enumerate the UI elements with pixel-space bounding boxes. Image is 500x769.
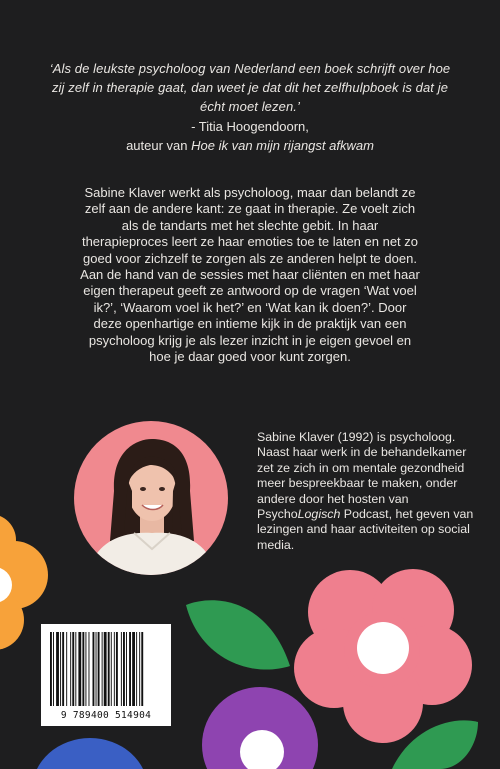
barcode-bar bbox=[62, 632, 64, 706]
pink-flower bbox=[294, 569, 472, 743]
author-bio bbox=[257, 430, 475, 553]
author-photo-illustration bbox=[74, 421, 228, 575]
barcode-bar bbox=[98, 632, 100, 706]
blue-flower bbox=[32, 738, 148, 769]
barcode-bar bbox=[60, 632, 61, 706]
isbn-number: 9 789400 514904 bbox=[60, 710, 152, 721]
author-portrait bbox=[74, 421, 228, 575]
barcode-bar bbox=[129, 632, 131, 706]
barcode-bar bbox=[126, 632, 127, 706]
barcode-bar bbox=[50, 632, 52, 706]
barcode-bar bbox=[136, 632, 137, 706]
book-blurb: Sabine Klaver werkt als psycholoog, maar dan belandt ze zelf aan de andere kant: ze gaat in therapie. Ze voelt zich als de tandarts met het slechte gebit. In haar therapieproces leert ze haar emoties toe te laten en net zo goed voor zichzelf te zorgen als ze anderen helpt te doen. Aan de hand van de sessies met haar cliënten en met haar eigen therapeut geeft ze antwoord op de vragen ‘Wat voel ik?’, ‘Waarom voel ik het?’ en ‘Wat kan ik doen?’. Door deze openhartige en intieme kijk in de praktijk van een psycholoog krijg je als lezer inzicht in je eigen gevoel en hoe je daar goed voor kunt zorgen. bbox=[80, 185, 420, 365]
barcode-bar bbox=[102, 632, 103, 706]
barcode-bar bbox=[116, 632, 118, 706]
bio-text-start: Sabine Klaver (1992) is psycholoog. Naast haar werk in de behandelkamer zet ze zich in om mentale gezondheid meer bespreekbaar te maken, onder andere door het hosten van Psycho bbox=[257, 430, 467, 522]
isbn-barcode bbox=[41, 624, 171, 726]
barcode-bar bbox=[72, 632, 74, 706]
barcode-bar bbox=[139, 632, 140, 706]
barcode-bar bbox=[56, 632, 59, 706]
green-leaf bbox=[186, 600, 290, 669]
barcode-bar bbox=[82, 632, 84, 706]
barcode-bar bbox=[78, 632, 81, 706]
barcode-bar bbox=[93, 632, 95, 706]
barcode-bar bbox=[53, 632, 54, 706]
barcode-bar bbox=[70, 632, 71, 706]
barcode-bar bbox=[85, 632, 86, 706]
attribution-prefix: auteur van bbox=[126, 138, 192, 153]
barcode-bar bbox=[121, 632, 122, 706]
purple-flower bbox=[202, 687, 318, 769]
bio-podcast-italic: Logisch bbox=[297, 507, 341, 522]
barcode-bar bbox=[66, 632, 67, 706]
attribution-name: - Titia Hoogendoorn, bbox=[191, 119, 309, 134]
attribution-book-title: Hoe ik van mijn rijangst afkwam bbox=[191, 138, 374, 153]
barcode-bar bbox=[141, 632, 143, 706]
bio-text-end: Podcast, het geven van lezingen and haar activiteiten op social media. bbox=[257, 507, 474, 552]
barcode-bar bbox=[111, 632, 112, 706]
quote-attribution bbox=[46, 117, 454, 155]
barcode-bar bbox=[75, 632, 76, 706]
barcode-bar bbox=[89, 632, 90, 706]
barcode-bar bbox=[132, 632, 135, 706]
barcode-bar bbox=[114, 632, 115, 706]
review-quote: ‘Als de leukste psycholoog van Nederland een boek schrijft over hoe zij zelf in therapie gaat, dan weet je dat dit het zelfhulpboek is dat je écht moet lezen.’ bbox=[49, 61, 451, 114]
barcode-bar bbox=[104, 632, 107, 706]
barcode-bar bbox=[123, 632, 125, 706]
barcode-bar bbox=[96, 632, 97, 706]
barcode-bars bbox=[41, 624, 171, 710]
attribution-source bbox=[46, 136, 454, 155]
barcode-bar bbox=[108, 632, 110, 706]
